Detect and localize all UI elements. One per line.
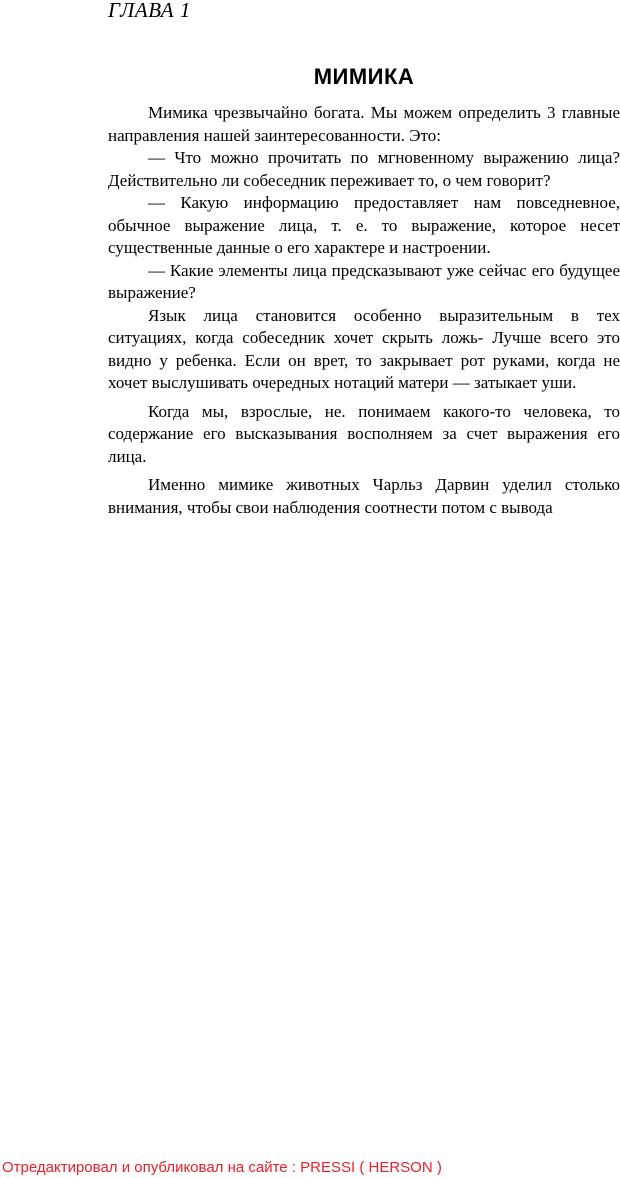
chapter-heading: ГЛАВА 1: [108, 0, 191, 22]
paragraph-question-3: — Какие элементы лица предсказывают уже сейчас его будущее выражение?: [108, 260, 620, 302]
footer-credit-link[interactable]: Отредактировал и опубликовал на сайте : PRESSI ( HERSON ): [2, 1159, 442, 1176]
paragraph-question-2: — Какую информацию предоставляет нам повседневное, обычное выражение лица, т. е. то выражение, которое несет существенные данные о его характере и настроении.: [108, 193, 620, 257]
paragraph-adults: Когда мы, взрослые, не. понимаем какого-то человека, то содержание его высказывания восполняем за счет выражения его лица.: [108, 401, 620, 466]
paragraph-intro: Мимика чрезвычайно богата. Мы можем определить 3 главные направления нашей заинтересованности. Это:: [108, 103, 620, 145]
section-title: МИМИКА: [313, 64, 415, 89]
paragraph-face-language: Язык лица становится особенно выразительным в тех ситуациях, когда собеседник хочет скрыть ложь- Лучше всего это видно у ребенка. Если он врет, то закрывает рот руками, когда не хочет выслушивать очередных нотаций матери — затыкает уши.: [108, 305, 620, 392]
body-text: [108, 102, 620, 519]
paragraph-question-1: — Что можно прочитать по мгновенному выражению лица? Действительно ли собеседник переживает то, о чем говорит?: [108, 148, 620, 190]
paragraph-darwin: Именно мимике животных Чарльз Дарвин уделил столько внимания, чтобы свои наблюдения соотнести потом с вывода: [108, 475, 620, 517]
